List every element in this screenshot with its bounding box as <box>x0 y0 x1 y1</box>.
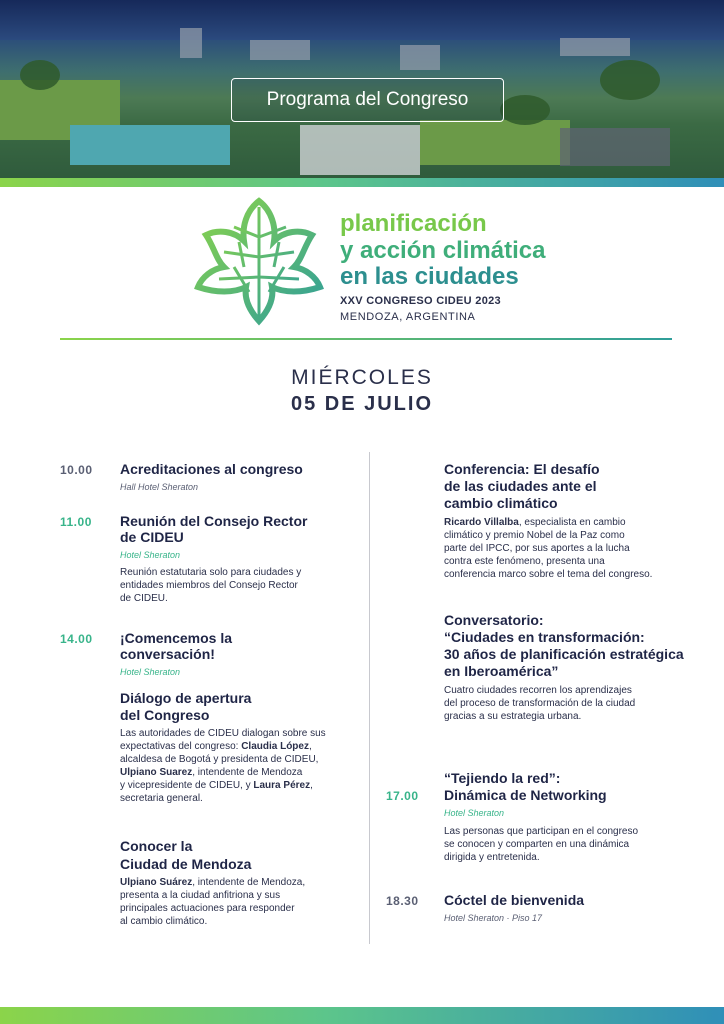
hero-city-photo <box>0 0 724 178</box>
hero-lake <box>70 125 230 165</box>
event-title: en Iberoamérica” <box>444 663 559 679</box>
brand-line-3: en las ciudades <box>340 263 519 290</box>
event-description: Reunión estatutaria solo para ciudades y entidades miembros del Consejo Rector de CIDEU. <box>120 567 302 604</box>
hero-building <box>560 128 670 166</box>
event-title: Conferencia: El desafío <box>444 461 600 477</box>
hero-building <box>400 45 440 70</box>
brand-line-2: y acción climática <box>340 237 546 264</box>
event-title: 30 años de planificación estratégica <box>444 646 684 662</box>
hero-trees <box>600 60 660 100</box>
event-title: de CIDEU <box>120 529 184 545</box>
event-time: 14.00 <box>60 632 93 646</box>
event-title: ¡Comencemos la <box>120 630 233 646</box>
date-heading: 05 DE JULIO <box>290 393 434 415</box>
event-title: “Tejiendo la red”: <box>444 770 561 786</box>
event-time: 11.00 <box>60 515 92 529</box>
event-title: Conversatorio: <box>444 612 544 628</box>
event-time: 10.00 <box>60 463 93 477</box>
column-divider <box>369 452 370 944</box>
weekday-heading: MIÉRCOLES <box>291 366 433 389</box>
event-title: cambio climático <box>444 495 558 511</box>
hero-road <box>300 125 420 175</box>
event-title: conversación! <box>120 646 215 662</box>
event-time: 18.30 <box>386 894 419 908</box>
event-time: 17.00 <box>386 789 419 803</box>
gradient-band-bottom <box>0 1007 724 1024</box>
hero-building <box>560 38 630 56</box>
event-location: Hall Hotel Sheraton <box>120 482 199 492</box>
congress-city: MENDOZA, ARGENTINA <box>340 311 476 323</box>
brand-line-1: planificación <box>340 210 487 237</box>
hero-building <box>250 40 310 60</box>
divider <box>60 338 672 340</box>
hero-trees <box>500 95 550 125</box>
event-title: Reunión del Consejo Rector <box>120 513 308 529</box>
event-title: Acreditaciones al congreso <box>120 461 303 477</box>
page-title: Programa del Congreso <box>231 78 504 122</box>
event-title: Dinámica de Networking <box>444 787 607 803</box>
gradient-band-top <box>0 178 724 187</box>
event-title: Diálogo de apertura <box>120 690 252 706</box>
hero-trees <box>20 60 60 90</box>
event-description: Ulpiano Suárez, intendente de Mendoza, presenta a la ciudad anfitriona y sus principales actuaciones para responder al cambio climático. <box>120 877 306 927</box>
hero-park <box>420 120 570 165</box>
event-location: Hotel Sheraton <box>444 808 505 818</box>
event-title: “Ciudades en transformación: <box>444 629 645 645</box>
event-location: Hotel Sheraton <box>120 550 181 560</box>
event-description: Las autoridades de CIDEU dialogan sobre sus expectativas del congreso: Claudia López, alcaldesa de Bogotá y presidenta de CIDEU, Ulpiano Suarez, intendente de Mendoza y vicepresidente de CIDEU, y Laura Pérez, secretaria general. <box>120 728 326 804</box>
leaf-logo-icon <box>194 197 324 327</box>
event-description: Ricardo Villalba, especialista en cambio climático y premio Nobel de la Paz como parte del IPCC, por sus aportes a la lucha contra este fenómeno, presenta una conferencia marco sobre el tema del congreso. <box>444 517 653 580</box>
event-description: Las personas que participan en el congreso se conocen y comparten en una dinámica dirigida y entretenida. <box>444 826 639 863</box>
event-description: Cuatro ciudades recorren los aprendizajes del proceso de transformación de la ciudad gracias a su estrategia urbana. <box>444 685 636 722</box>
event-title: Cóctel de bienvenida <box>444 892 585 908</box>
hero-sky <box>0 0 724 40</box>
hero-building <box>180 28 202 58</box>
event-location: Hotel Sheraton · Piso 17 <box>444 913 543 923</box>
event-location: Hotel Sheraton <box>120 667 181 677</box>
event-title: Conocer la <box>120 838 193 854</box>
congress-name: XXV CONGRESO CIDEU 2023 <box>340 295 501 307</box>
event-title: del Congreso <box>120 707 210 723</box>
event-title: Ciudad de Mendoza <box>120 856 252 872</box>
event-title: de las ciudades ante el <box>444 478 597 494</box>
